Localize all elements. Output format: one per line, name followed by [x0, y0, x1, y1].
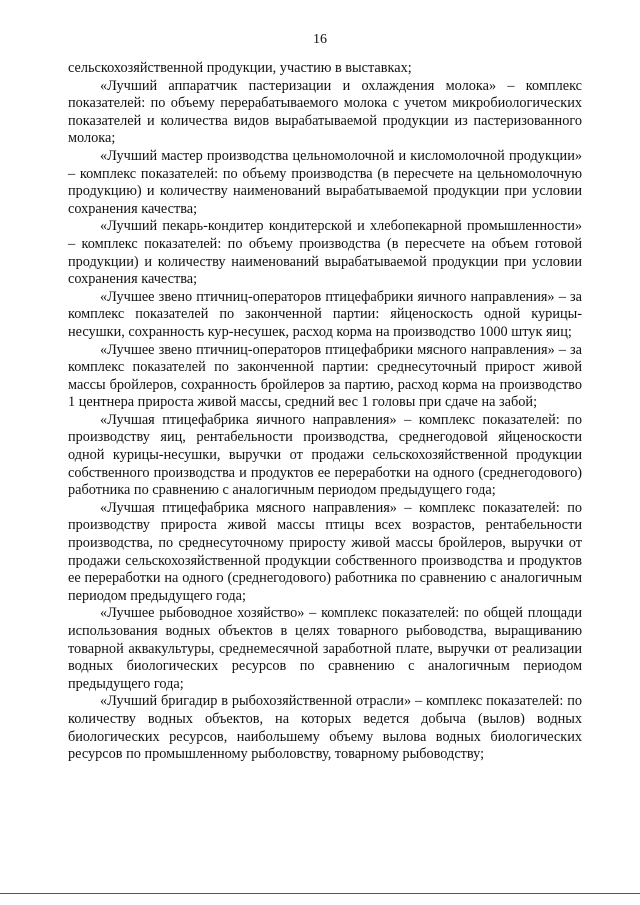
paragraph-baker-confectioner: «Лучший пекарь-кондитер кондитерской и хлебопекарной промышленности» – комплекс показателей: по объему производства (в пересчете на объем готовой продукции) и количеству наименований вырабатываемой продукции при условии сохранения качества; — [68, 218, 582, 288]
paragraph-egg-poultry-farm: «Лучшая птицефабрика яичного направления» – комплекс показателей: по производству яиц, рентабельности производства, среднегодовой яйценоскости одной курицы-несушки, выручки от продажи сельскохозяйственной продукции собственного производства и продуктов ее переработки на одного (среднегодового) работника по сравнению с аналогичным периодом предыдущего года; — [68, 411, 582, 499]
paragraph-pasteurization-operator: «Лучший аппаратчик пастеризации и охлаждения молока» – комплекс показателей: по объему перерабатываемого молока с учетом микробиологических показателей и количества видов вырабатываемой продукции из пастеризованного молока; — [68, 77, 582, 147]
paragraph-fish-farm: «Лучшее рыбоводное хозяйство» – комплекс показателей: по общей площади использования водных объектов в целях товарного рыбоводства, выращиванию товарной аквакультуры, среднемесячной заработной плате, выручки от реализации водных биологических ресурсов по сравнению с аналогичным периодом предыдущего года; — [68, 605, 582, 692]
paragraph-continuation: сельскохозяйственной продукции, участию в выставках; — [68, 60, 412, 76]
page-number: 16 — [313, 32, 327, 47]
bottom-rule — [0, 893, 640, 894]
paragraph-fishery-foreman: «Лучший бригадир в рыбохозяйственной отрасли» – комплекс показателей: по количеству водных объектов, на которых ведется добыча (вылов) водных биологических ресурсов, наибольшему объему вылова водных биологических ресурсов по промышленному рыболовству, товарному рыбоводству; — [68, 693, 582, 763]
page-body — [68, 60, 582, 764]
paragraph-dairy-master: «Лучший мастер производства цельномолочной и кисломолочной продукции» – комплекс показателей: по объему производства (в пересчете на цельномолочную продукцию) и количеству наименований вырабатываемой продукции при условии сохранения качества; — [68, 147, 582, 217]
paragraph-meat-poultry-team: «Лучшее звено птичниц-операторов птицефабрики мясного направления» – за комплекс показателей по законченной партии: среднесуточный прирост живой массы бройлеров, сохранность бройлеров за партию, расход корма на производство 1 центнера прироста живой массы, средний вес 1 головы при сдаче на забой; — [68, 341, 582, 411]
paragraph-egg-poultry-team: «Лучшее звено птичниц-операторов птицефабрики яичного направления» – за комплекс показателей по законченной партии: яйценоскость одной курицы-несушки, сохранность кур-несушек, расход корма на производство 1000 штук яиц; — [68, 288, 582, 340]
paragraph-meat-poultry-farm: «Лучшая птицефабрика мясного направления» – комплекс показателей: по производству прироста живой массы птицы всех возрастов, рентабельности производства, по среднесуточному приросту живой массы бройлеров, выручки от продажи сельскохозяйственной продукции собственного производства и продуктов ее переработки на одного (среднегодового) работника по сравнению с аналогичным периодом предыдущего года; — [68, 499, 582, 604]
